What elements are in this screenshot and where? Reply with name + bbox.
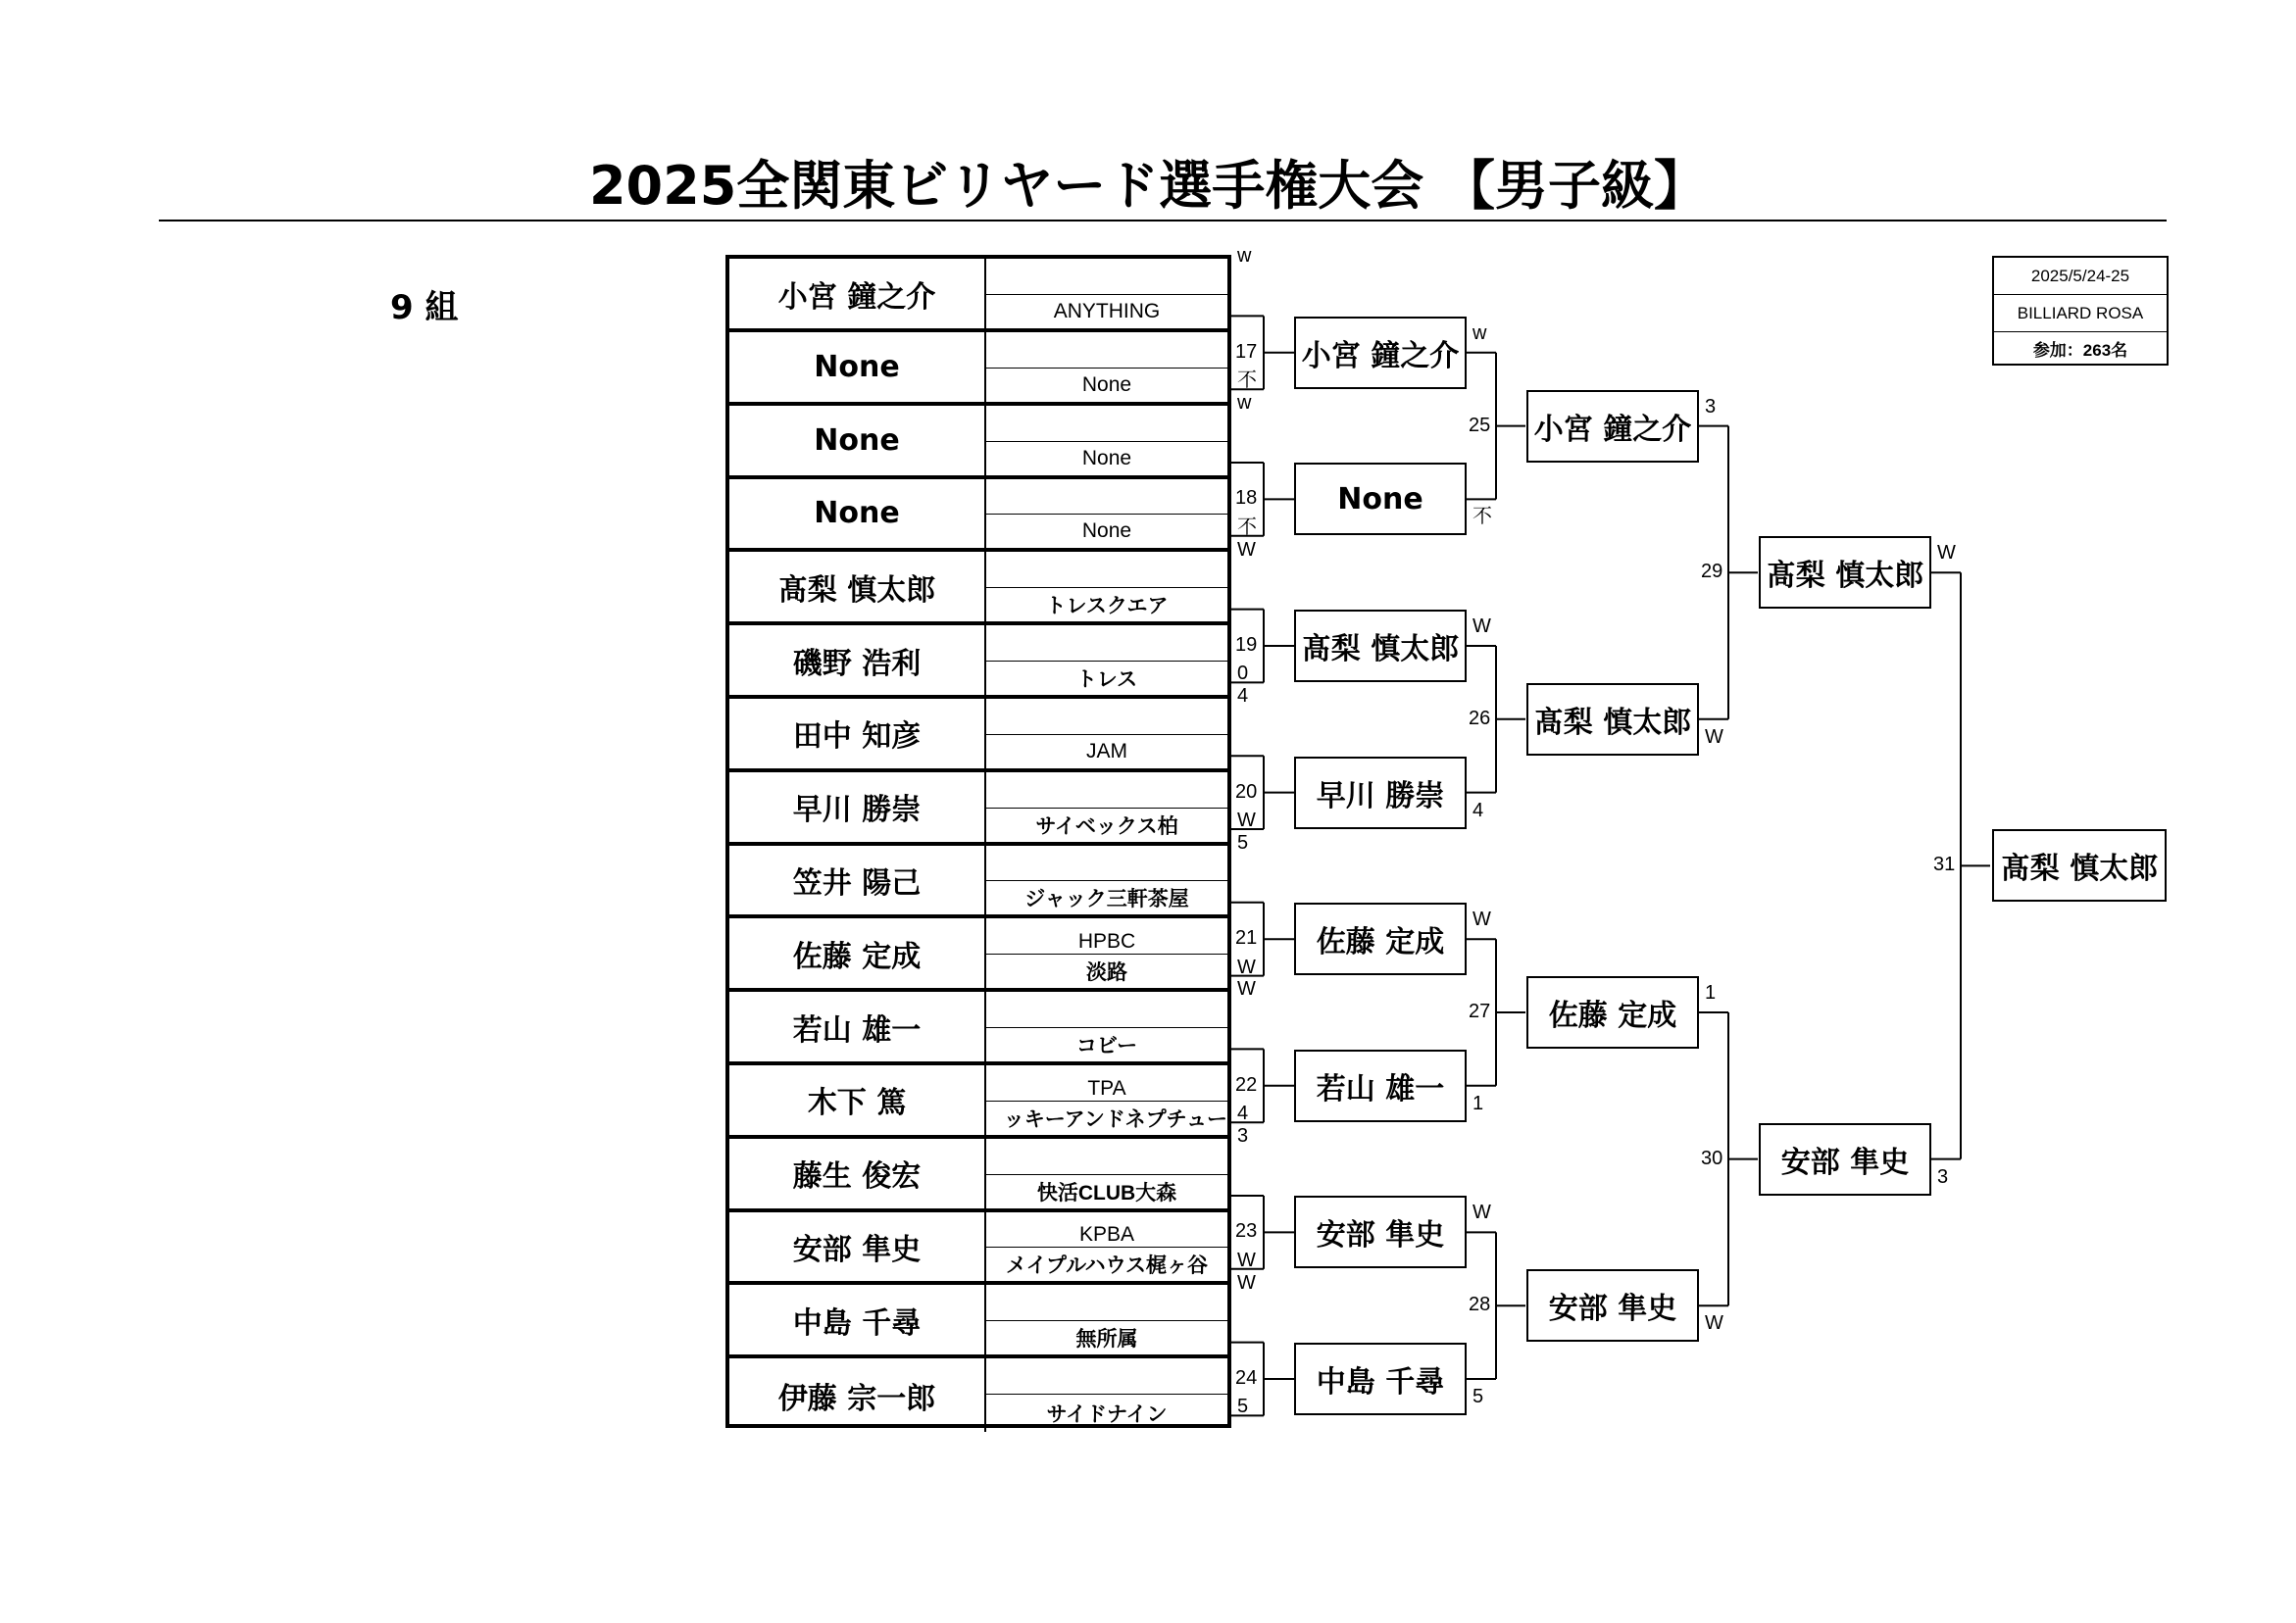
player-score: 不: [1237, 369, 1257, 392]
round-score: W: [1472, 909, 1491, 931]
winner-box: 中島 千尋: [1294, 1343, 1467, 1415]
round-score: w: [1472, 321, 1487, 344]
round-score: W: [1472, 1202, 1491, 1224]
winner-box: 小宮 鐘之介: [1526, 390, 1699, 463]
winner-box: 小宮 鐘之介: [1294, 317, 1467, 389]
match-number: 27: [1469, 1001, 1491, 1022]
club-label: None: [986, 369, 1227, 406]
player-name: 小宮 鐘之介: [729, 259, 986, 332]
winner-box: None: [1294, 463, 1467, 535]
event-venue: BILLIARD ROSA: [1994, 295, 2167, 332]
match-number: 28: [1469, 1294, 1491, 1316]
club-label: コビー: [986, 1028, 1227, 1065]
club-top-label: KPBA: [986, 1211, 1227, 1248]
club-label: サイドナイン: [1046, 1403, 1168, 1426]
match-number: 29: [1701, 561, 1723, 583]
player-score: 5: [1237, 1396, 1249, 1418]
round-score: 1: [1705, 982, 1717, 1004]
round-score: 4: [1472, 799, 1484, 821]
player-name: 木下 篤: [729, 1065, 986, 1139]
round-score: W: [1705, 1312, 1723, 1335]
round-score: 1: [1472, 1092, 1484, 1114]
club-label: None: [986, 442, 1227, 479]
player-name: 佐藤 定成: [729, 918, 986, 992]
round-score: W: [1472, 615, 1491, 637]
player-score: 不: [1237, 516, 1257, 538]
winner-box: 髙梨 慎太郎: [1759, 536, 1931, 609]
player-name: 安部 隼史: [729, 1211, 986, 1285]
player-name: None: [729, 406, 986, 479]
club-top-label: TPA: [986, 1065, 1227, 1102]
match-number: 21: [1235, 927, 1258, 950]
match-number: 18: [1235, 487, 1258, 510]
match-number: 19: [1235, 634, 1258, 656]
winner-box: 髙梨 慎太郎: [1294, 610, 1467, 682]
champion-box: 髙梨 慎太郎: [1992, 829, 2167, 902]
club-label: トレス: [986, 662, 1227, 699]
club-label: メイプルハウス梶ヶ谷: [986, 1248, 1227, 1285]
club-label: 無所属: [986, 1321, 1227, 1358]
player-name: 髙梨 慎太郎: [729, 552, 986, 625]
match-number: 26: [1469, 707, 1491, 729]
player-score: W: [1237, 978, 1256, 1001]
match-number: 25: [1469, 414, 1491, 436]
player-name: 伊藤 宗一郎: [729, 1358, 986, 1432]
match-number: 30: [1701, 1147, 1723, 1169]
player-name: 磯野 浩利: [729, 625, 986, 699]
page-title: 2025全関東ビリヤード選手権大会 【男子級】: [588, 155, 1707, 217]
club-label: ッキーアンドネプチュー: [986, 1102, 1227, 1139]
match-number: 20: [1235, 780, 1258, 803]
player-name: 藤生 俊宏: [729, 1139, 986, 1212]
player-score: 4: [1237, 1103, 1249, 1125]
winner-box: 安部 隼史: [1526, 1269, 1699, 1342]
player-score: 3: [1237, 1125, 1249, 1147]
player-score: w: [1237, 245, 1252, 268]
player-name: 若山 雄一: [729, 992, 986, 1065]
match-number: 17: [1235, 340, 1258, 363]
winner-box: 佐藤 定成: [1526, 976, 1699, 1049]
event-participants: 参加：263名: [2032, 341, 2128, 360]
player-name: None: [729, 478, 986, 552]
club-label: トレスクエア: [986, 588, 1227, 625]
club-label: ANYTHING: [986, 295, 1227, 332]
winner-box: 若山 雄一: [1294, 1050, 1467, 1122]
group-label: 9 組: [390, 288, 459, 327]
event-date: 2025/5/24-25: [1994, 258, 2167, 295]
player-score: W: [1237, 956, 1256, 978]
round-score: W: [1705, 725, 1723, 748]
match-number: 22: [1235, 1073, 1258, 1096]
player-score: 0: [1237, 663, 1249, 685]
round-score: 3: [1937, 1165, 1949, 1188]
player-name: 中島 千尋: [729, 1285, 986, 1358]
club-label: JAM: [986, 735, 1227, 772]
player-score: W: [1237, 1249, 1256, 1271]
round-score: 5: [1472, 1386, 1484, 1407]
winner-box: 安部 隼史: [1759, 1123, 1931, 1196]
club-label: 快活CLUB大森: [986, 1175, 1227, 1212]
match-number: 31: [1933, 854, 1956, 876]
round-score: W: [1937, 542, 1956, 565]
player-name: 早川 勝崇: [729, 772, 986, 846]
winner-box: 髙梨 慎太郎: [1526, 683, 1699, 756]
player-name: 田中 知彦: [729, 699, 986, 772]
player-score: 5: [1237, 831, 1249, 854]
player-score: 4: [1237, 685, 1249, 708]
match-number: 24: [1235, 1367, 1258, 1389]
player-score: W: [1237, 1271, 1256, 1294]
club-label: 淡路: [986, 955, 1227, 992]
round-score: 3: [1705, 395, 1717, 418]
winner-box: 早川 勝崇: [1294, 757, 1467, 829]
player-score: w: [1237, 392, 1252, 414]
winner-box: 佐藤 定成: [1294, 903, 1467, 975]
club-top-label: HPBC: [986, 918, 1227, 955]
player-name: None: [729, 332, 986, 406]
player-name: 笠井 陽己: [729, 845, 986, 918]
club-label: None: [986, 515, 1227, 552]
match-number: 23: [1235, 1220, 1258, 1243]
club-label: ジャック三軒茶屋: [986, 881, 1227, 918]
player-score: W: [1237, 538, 1256, 561]
club-label: サイベックス柏: [986, 809, 1227, 846]
player-score: W: [1237, 810, 1256, 831]
round-score: 不: [1472, 506, 1492, 528]
winner-box: 安部 隼史: [1294, 1196, 1467, 1268]
